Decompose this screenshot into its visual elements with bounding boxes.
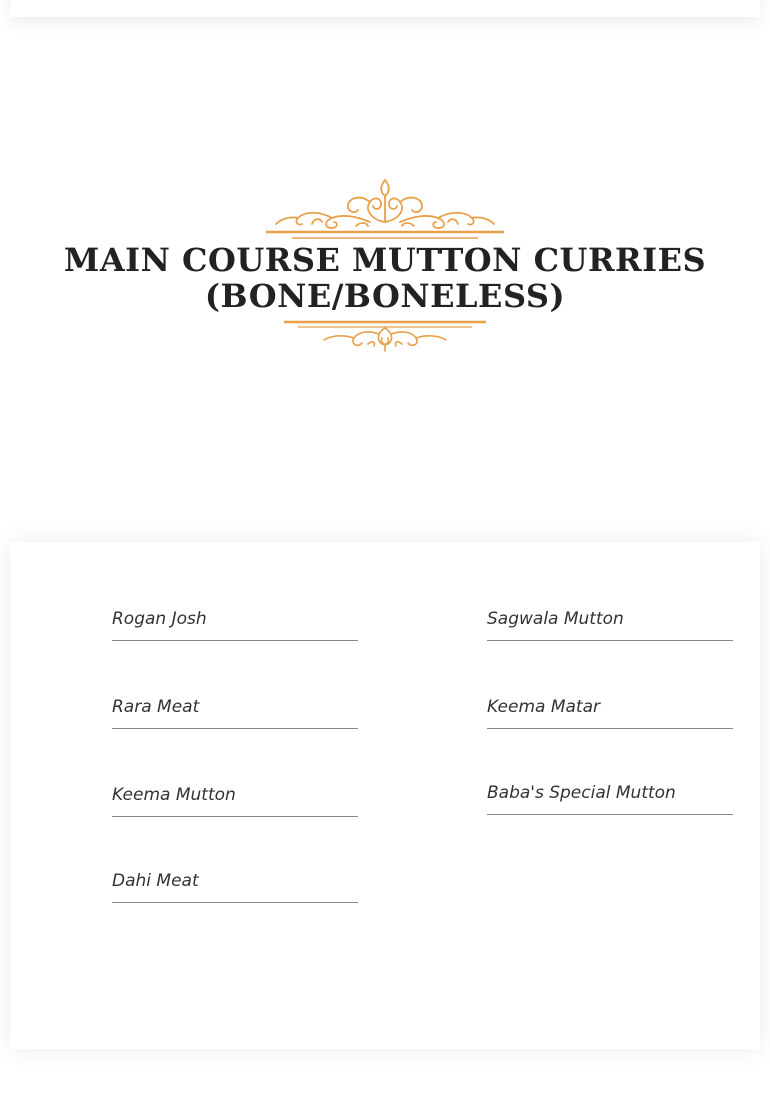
- menu-item-keema-mutton[interactable]: [112, 784, 358, 817]
- menu-item-label: Rogan Josh: [112, 609, 207, 629]
- menu-item-keema-matar[interactable]: [487, 696, 733, 729]
- menu-item-label: Keema Matar: [487, 697, 600, 717]
- menu-card: [10, 542, 760, 1049]
- menu-item-label: Sagwala Mutton: [487, 609, 624, 629]
- menu-item-rogan-josh[interactable]: [112, 608, 358, 641]
- menu-item-dahi-meat[interactable]: [112, 870, 358, 903]
- section-heading: [0, 176, 770, 354]
- menu-item-sagwala-mutton[interactable]: [487, 608, 733, 641]
- ornament-bottom-icon: [282, 318, 488, 354]
- menu-item-label: Baba's Special Mutton: [487, 783, 676, 803]
- menu-item-rara-meat[interactable]: [112, 696, 358, 729]
- menu-item-label: Dahi Meat: [112, 871, 199, 891]
- ornament-top-icon: [252, 176, 518, 242]
- section-title: MAIN COURSE MUTTON CURRIES (BONE/BONELESS): [63, 241, 707, 315]
- menu-item-label: Keema Mutton: [112, 785, 236, 805]
- previous-section-card: [10, 0, 760, 17]
- menu-item-label: Rara Meat: [112, 697, 200, 717]
- menu-item-babas-special-mutton[interactable]: [487, 782, 733, 815]
